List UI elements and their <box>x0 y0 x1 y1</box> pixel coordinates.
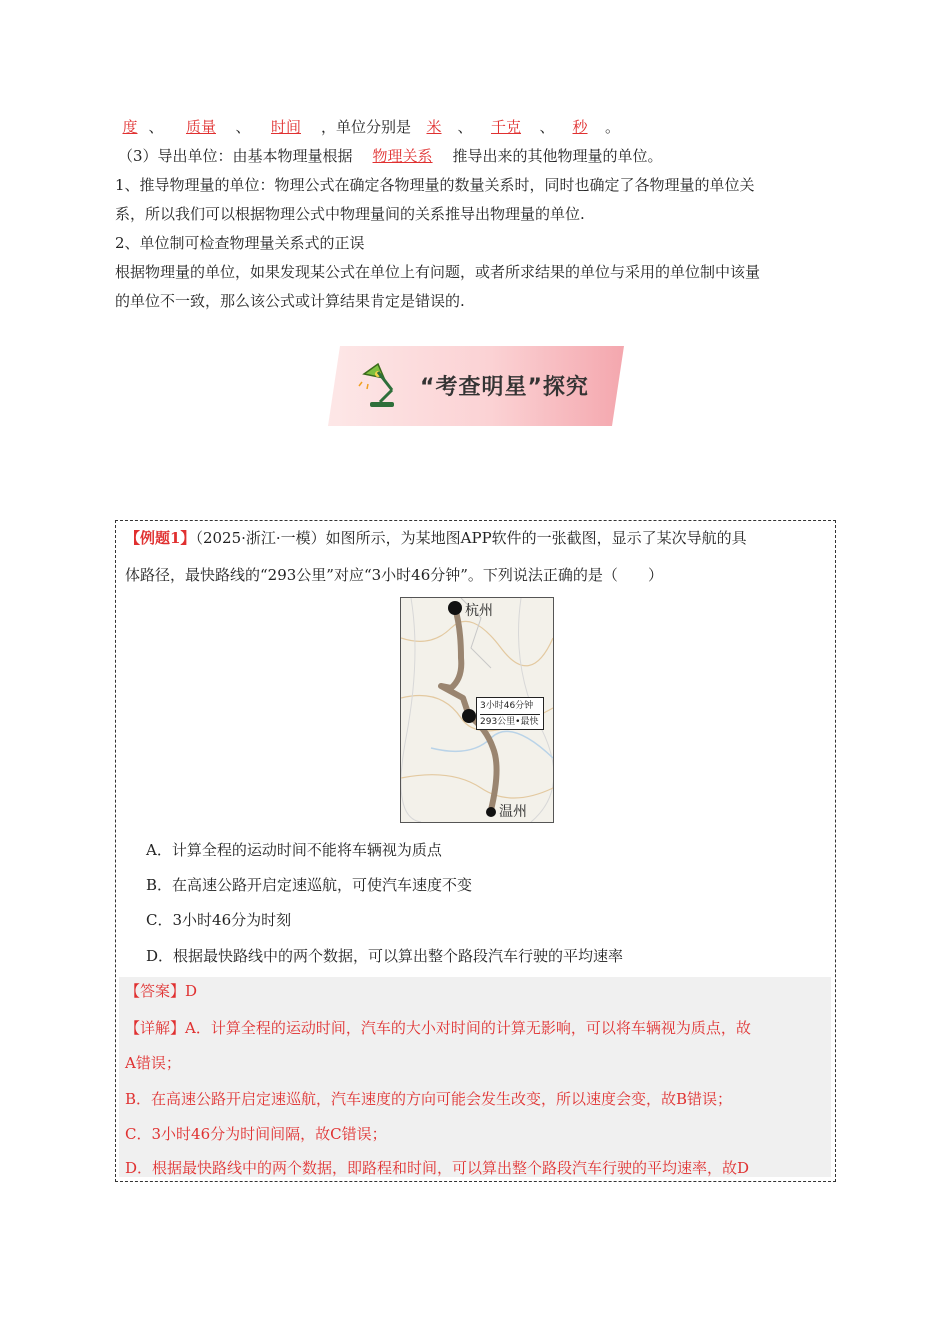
intro-text: 推导出来的其他物理量的单位。 <box>452 147 663 165</box>
route-info-box <box>476 697 544 730</box>
option-a: A．计算全程的运动时间不能将车辆视为质点 <box>146 841 442 859</box>
intro-line-5: 2、单位制可检查物理量关系式的正误 <box>115 234 365 252</box>
explain-line-3: B．在高速公路开启定速巡航，汽车速度的方向可能会发生改变，所以速度会变，故B错误； <box>125 1090 733 1108</box>
option-d: D．根据最快路线中的两个数据，可以算出整个路段汽车行驶的平均速率 <box>146 947 624 965</box>
blank-physics-relation: 物理关系 <box>372 147 433 165</box>
blank-kilogram: 千克 <box>491 118 522 136</box>
intro-line-1 <box>115 116 620 137</box>
blank-time: 时间 <box>270 118 301 136</box>
example-line-2: 体路径，最快路线的“293公里”对应“3小时46分钟”。下列说法正确的是（ ） <box>125 566 663 584</box>
intro-line-3: 1、推导物理量的单位：物理公式在确定各物理量的数量关系时，同时也确定了各物理量的单位关 <box>115 176 755 194</box>
separator: 、 <box>457 118 473 136</box>
answer-section <box>119 977 831 1177</box>
blank-second: 秒 <box>572 118 588 136</box>
banner-title: “考查明星”探究 <box>420 375 589 400</box>
intro-text: ，单位分别是 <box>321 118 412 136</box>
explain-line-4: C．3小时46分为时间间隔，故C错误； <box>125 1125 387 1143</box>
separator: 、 <box>148 118 164 136</box>
answer-line: 【答案】D <box>125 982 198 1000</box>
blank-length: 度 <box>122 118 138 136</box>
separator: 、 <box>235 118 251 136</box>
separator: 、 <box>539 118 555 136</box>
midpoint-marker <box>462 709 476 723</box>
example-box <box>115 520 836 1182</box>
example-text: （2025·浙江·一模）如图所示，为某地图APP软件的一张截图，显示了某次导航的具 <box>195 529 747 547</box>
example-line-1 <box>125 527 747 548</box>
intro-line-7: 的单位不一致，那么该公式或计算结果肯定是错误的. <box>115 292 465 310</box>
desk-lamp-icon <box>358 360 410 412</box>
intro-text: （3）导出单位：由基本物理量根据 <box>118 147 353 165</box>
map-start-label: 杭州 <box>465 603 493 619</box>
option-c: C．3小时46分为时刻 <box>146 911 292 929</box>
intro-line-2 <box>118 145 663 166</box>
section-banner <box>328 346 624 426</box>
explain-line-2: A错误； <box>125 1054 181 1072</box>
map-end-label: 温州 <box>499 804 527 820</box>
option-b: B．在高速公路开启定速巡航，可使汽车速度不变 <box>146 876 473 894</box>
route-distance: 293公里•最快 <box>480 714 540 730</box>
start-point <box>448 601 462 615</box>
intro-line-4: 系，所以我们可以根据物理公式中物理量间的关系推导出物理量的单位. <box>115 205 585 223</box>
explain-line-1: 【详解】A．计算全程的运动时间，汽车的大小对时间的计算无影响，可以将车辆视为质点，故 <box>125 1019 751 1037</box>
blank-meter: 米 <box>426 118 442 136</box>
intro-text: 。 <box>605 118 621 136</box>
end-point <box>486 807 496 817</box>
blank-mass: 质量 <box>185 118 216 136</box>
explain-line-5: D．根据最快路线中的两个数据，即路程和时间，可以算出整个路段汽车行驶的平均速率，故D <box>125 1159 750 1177</box>
route-map <box>400 597 554 823</box>
example-tag: 【例题1】 <box>125 529 196 547</box>
intro-line-6: 根据物理量的单位，如果发现某公式在单位上有问题，或者所求结果的单位与采用的单位制中该量 <box>115 263 761 281</box>
route-duration: 3小时46分钟 <box>480 701 534 711</box>
